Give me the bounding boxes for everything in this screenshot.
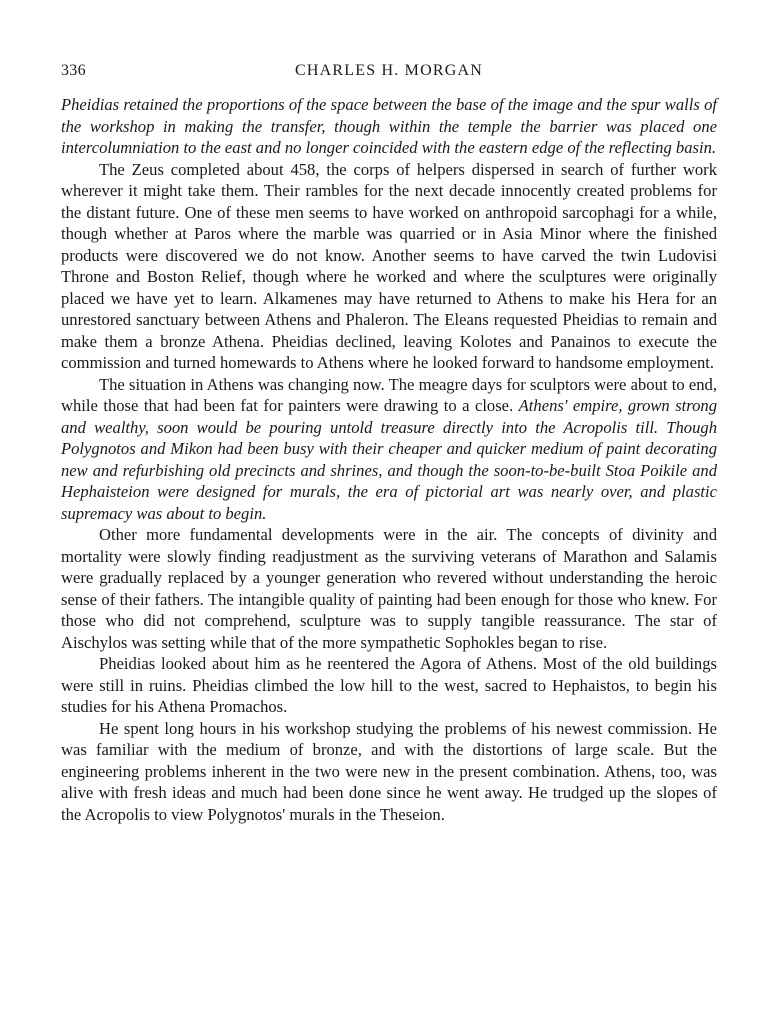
paragraph xyxy=(61,374,717,525)
body-text xyxy=(61,94,717,825)
text-segment: Pheidias looked about him as he reentered the Agora of Athens. Most of the old buildings were still in ruins. Pheidias climbed the low hill to the west, sacred to Hephaistos, to begin his studies for his Athena Promachos. xyxy=(61,654,717,716)
page-number: 336 xyxy=(61,62,86,79)
text-segment: Other more fundamental developments were in the air. The concepts of divinity and mortality were slowly finding readjustment as the surviving veterans of Marathon and Salamis were gradually replaced by a younger generation who revered without understanding the heroic sense of their fathers. The intangible quality of painting had been enough for those who knew. For those who did not comprehend, sculpture was to supply tangible reassurance. The star of Aischylos was setting while that of the more sympathetic Sophokles began to rise. xyxy=(61,525,717,652)
text-segment: He spent long hours in his workshop studying the problems of his newest commission. He was familiar with the medium of bronze, and with the distortions of large scale. But the engineering problems inherent in the two were new in the present combination. Athens, too, was alive with fresh ideas and much had been done since he went away. He trudged up the slopes of the Acropolis to view Polygnotos' murals in the Theseion. xyxy=(61,718,717,824)
paragraph xyxy=(61,159,717,374)
paragraph xyxy=(61,94,717,159)
paragraph xyxy=(61,653,717,718)
italic-text: Athens' empire, grown strong and wealthy, soon would be pouring untold treasure directly into the Acropolis till. Though Polygnotos and Mikon had been busy with their cheaper and quicker medium of paint decorating new and refurbishing old precincts and shrines, and though the soon-to-be-built Stoa Poikile and Hephaisteion were designed for murals, the era of pictorial art was nearly over, and plastic supremacy was about to begin. xyxy=(61,396,718,523)
paragraph xyxy=(61,718,717,826)
italic-text: Pheidias retained the proportions of the space between the base of the image and the spur walls of the workshop in making the transfer, though within the temple the barrier was placed one intercolumniation to the east and no longer coincided with the eastern edge of the reflecting basin. xyxy=(61,95,717,157)
paragraph xyxy=(61,524,717,653)
running-head xyxy=(61,62,717,84)
text-segment: The situation in Athens was changing now. The meagre days for sculptors were about to end, while those that had been fat for painters were drawing to a close. xyxy=(61,374,717,415)
text-segment: The Zeus completed about 458, the corps of helpers dispersed in search of further work wherever it might take them. Their rambles for the next decade innocently created problems for the distant future. One of these men seems to have worked on anthropoid sarcophagi for a while, though whether at Paros where the marble was quarried or in Asia Minor where the finished products were discovered we do not know. Another seems to have carved the twin Ludovisi Throne and Boston Relief, though where he worked and where the sculptures were originally placed we have yet to learn. Alkamenes may have returned to Athens to make his Hera for an unrestored sanctuary between Athens and Phaleron. The Eleans requested Pheidias to remain and make them a bronze Athena. Pheidias declined, leaving Kolotes and Panainos to execute the commission and turned homewards to Athens where he looked forward to handsome employment. xyxy=(61,159,717,372)
running-title: CHARLES H. MORGAN xyxy=(295,62,483,79)
